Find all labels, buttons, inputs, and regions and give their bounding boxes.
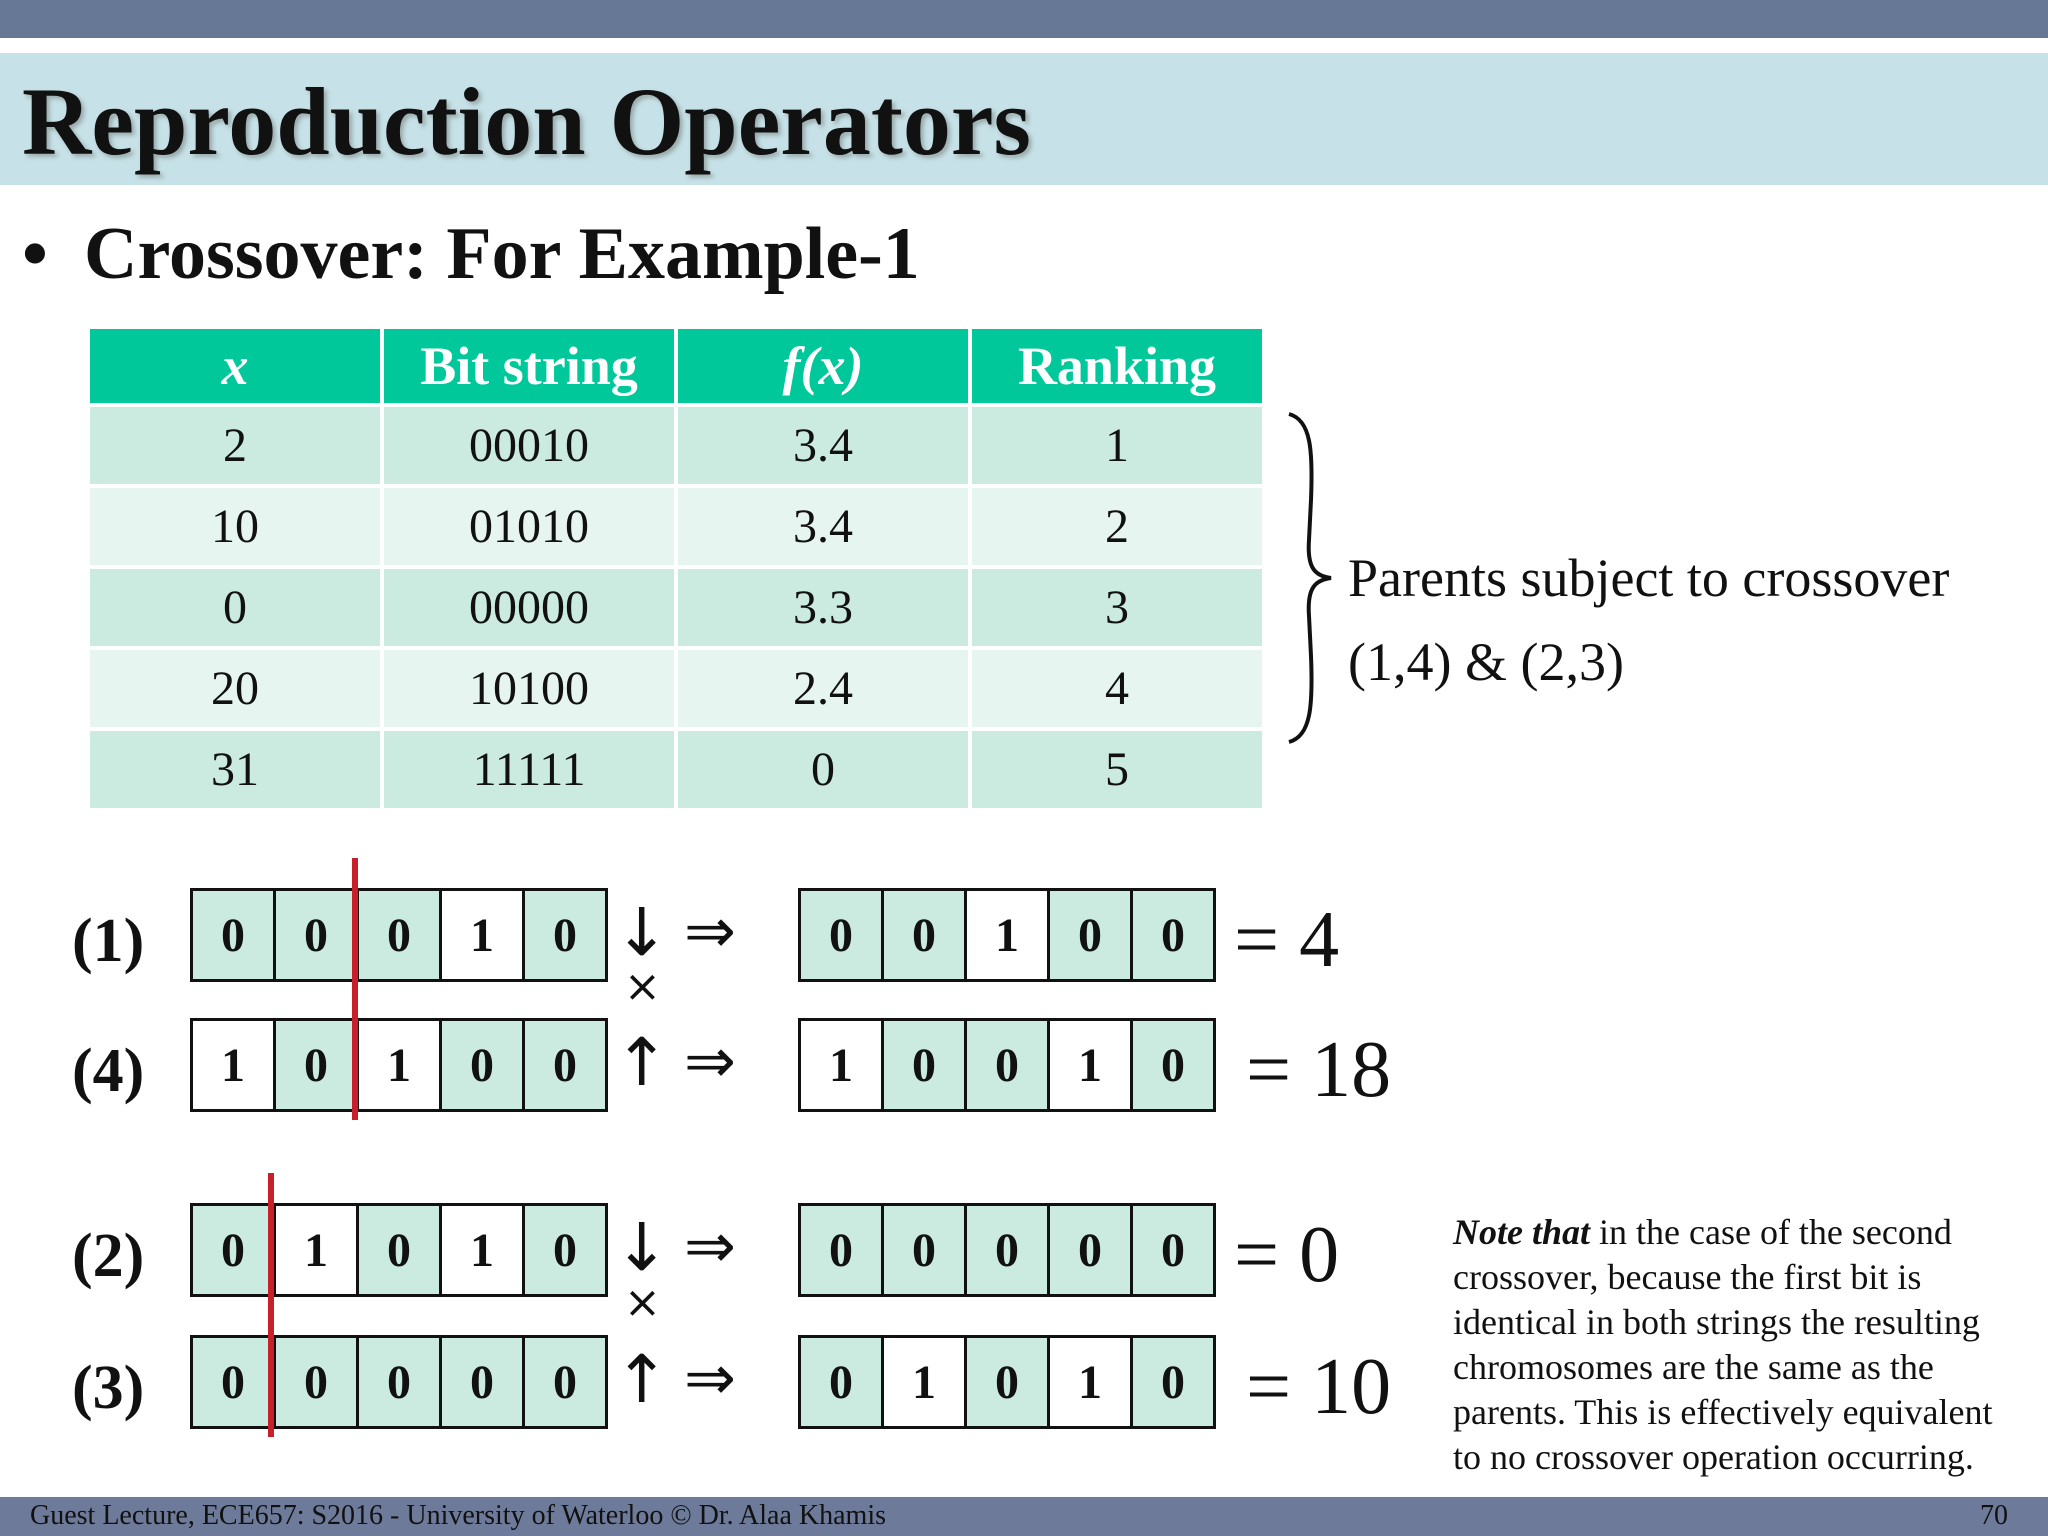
- bit-cell: 0: [884, 1206, 967, 1294]
- cell-fx: 3.4: [678, 407, 968, 484]
- chromosome-label: (4): [72, 1037, 145, 1105]
- bit-cell: 0: [884, 1021, 967, 1109]
- parent-bit-string: [190, 1203, 608, 1297]
- bit-cell: 0: [967, 1338, 1050, 1426]
- crossover-x-icon: ×: [624, 1277, 661, 1328]
- bit-cell: 1: [276, 1206, 359, 1294]
- bit-cell: 0: [193, 1206, 276, 1294]
- bit-cell: 0: [1133, 1021, 1213, 1109]
- bit-cell: 1: [801, 1021, 884, 1109]
- table-row: [90, 407, 1262, 484]
- decoded-value: = 4: [1234, 896, 1340, 984]
- table-row: [90, 488, 1262, 565]
- parents-annotation: [1348, 536, 1949, 704]
- cell-ranking: 3: [972, 569, 1262, 646]
- cell-x: 10: [90, 488, 380, 565]
- bit-cell: 0: [1133, 891, 1213, 979]
- note-lead: Note that: [1453, 1212, 1591, 1252]
- arrow-up-icon: ↑: [614, 1341, 670, 1418]
- bit-cell: 0: [1050, 891, 1133, 979]
- table-row: [90, 569, 1262, 646]
- bit-cell: 0: [525, 1206, 605, 1294]
- cell-ranking: 1: [972, 407, 1262, 484]
- cell-bit-string: 10100: [384, 650, 674, 727]
- bit-cell: 1: [442, 891, 525, 979]
- bit-cell: 1: [967, 891, 1050, 979]
- cell-ranking: 4: [972, 650, 1262, 727]
- chromosome-label: (3): [72, 1354, 145, 1422]
- table-row: [90, 731, 1262, 808]
- bit-cell: 0: [359, 1206, 442, 1294]
- cell-fx: 2.4: [678, 650, 968, 727]
- bit-cell: 0: [801, 891, 884, 979]
- chromosome-label: (1): [72, 907, 145, 975]
- bit-cell: 0: [884, 891, 967, 979]
- header-bit-string: Bit string: [384, 329, 674, 403]
- offspring-bit-string: [798, 1335, 1216, 1429]
- bit-cell: 1: [442, 1206, 525, 1294]
- bit-cell: 0: [1133, 1338, 1213, 1426]
- bit-cell: 1: [359, 1021, 442, 1109]
- bit-cell: 0: [276, 1021, 359, 1109]
- implies-arrow-icon: ⇒: [684, 1024, 736, 1097]
- cell-bit-string: 00010: [384, 407, 674, 484]
- bit-cell: 0: [801, 1206, 884, 1294]
- offspring-bit-string: [798, 1018, 1216, 1112]
- bit-cell: 0: [276, 891, 359, 979]
- bit-cell: 0: [525, 891, 605, 979]
- bit-cell: 0: [1133, 1206, 1213, 1294]
- crossover-point-line: [352, 858, 358, 1120]
- curly-brace-icon: [1285, 410, 1345, 746]
- bit-cell: 0: [359, 891, 442, 979]
- bit-cell: 0: [193, 1338, 276, 1426]
- table-header-row: [90, 329, 1262, 403]
- implies-arrow-icon: ⇒: [684, 894, 736, 967]
- crossover-point-line: [268, 1173, 274, 1437]
- offspring-bit-string: [798, 888, 1216, 982]
- bit-cell: 0: [276, 1338, 359, 1426]
- cell-fx: 0: [678, 731, 968, 808]
- cell-bit-string: 01010: [384, 488, 674, 565]
- arrow-down-icon: ↓: [614, 1209, 670, 1286]
- decoded-value: = 0: [1234, 1211, 1340, 1299]
- bit-cell: 0: [359, 1338, 442, 1426]
- cell-ranking: 5: [972, 731, 1262, 808]
- arrow-up-icon: ↑: [614, 1024, 670, 1101]
- bit-cell: 0: [801, 1338, 884, 1426]
- note-body: in the case of the second crossover, because the first bit is identical in both strings the resulting chromosomes are the same as the parents. This is effectively equivalent to no crossover operation occurring.: [1453, 1212, 1993, 1477]
- arrow-down-icon: ↓: [614, 894, 670, 971]
- bit-cell: 0: [525, 1338, 605, 1426]
- cell-ranking: 2: [972, 488, 1262, 565]
- cell-x: 20: [90, 650, 380, 727]
- bit-cell: 0: [193, 891, 276, 979]
- cell-fx: 3.4: [678, 488, 968, 565]
- offspring-bit-string: [798, 1203, 1216, 1297]
- chromosome-label: (2): [72, 1222, 145, 1290]
- bit-cell: 0: [442, 1338, 525, 1426]
- parents-line-2: (1,4) & (2,3): [1348, 632, 1624, 692]
- parent-bit-string: [190, 1335, 608, 1429]
- bit-cell: 0: [525, 1021, 605, 1109]
- bullet-text: Crossover: For Example-1: [84, 213, 920, 295]
- parent-bit-string: [190, 888, 608, 982]
- implies-arrow-icon: ⇒: [684, 1341, 736, 1414]
- parent-bit-string: [190, 1018, 608, 1112]
- bit-cell: 1: [884, 1338, 967, 1426]
- cell-bit-string: 00000: [384, 569, 674, 646]
- ranking-table: [86, 325, 1266, 812]
- header-ranking: Ranking: [972, 329, 1262, 403]
- cell-x: 0: [90, 569, 380, 646]
- bit-cell: 0: [1050, 1206, 1133, 1294]
- header-fx: f(x): [678, 329, 968, 403]
- cell-x: 31: [90, 731, 380, 808]
- cell-fx: 3.3: [678, 569, 968, 646]
- decoded-value: = 10: [1246, 1343, 1392, 1431]
- footer-text: Guest Lecture, ECE657: S2016 - University of Waterloo © Dr. Alaa Khamis: [30, 1500, 887, 1531]
- cell-bit-string: 11111: [384, 731, 674, 808]
- slide-title: Reproduction Operators: [22, 68, 1031, 175]
- bit-cell: 0: [967, 1021, 1050, 1109]
- cell-x: 2: [90, 407, 380, 484]
- top-strip: [0, 0, 2048, 38]
- header-x: x: [90, 329, 380, 403]
- implies-arrow-icon: ⇒: [684, 1209, 736, 1282]
- bullet-heading: [22, 212, 920, 297]
- bullet-dot: •: [22, 213, 48, 295]
- bit-cell: 0: [967, 1206, 1050, 1294]
- note-text: [1453, 1210, 2023, 1480]
- crossover-x-icon: ×: [624, 961, 661, 1012]
- table-row: [90, 650, 1262, 727]
- bit-cell: 1: [1050, 1338, 1133, 1426]
- bit-cell: 0: [442, 1021, 525, 1109]
- bit-cell: 1: [193, 1021, 276, 1109]
- page-number: 70: [1980, 1500, 2008, 1531]
- bit-cell: 1: [1050, 1021, 1133, 1109]
- parents-line-1: Parents subject to crossover: [1348, 548, 1950, 608]
- decoded-value: = 18: [1246, 1026, 1392, 1114]
